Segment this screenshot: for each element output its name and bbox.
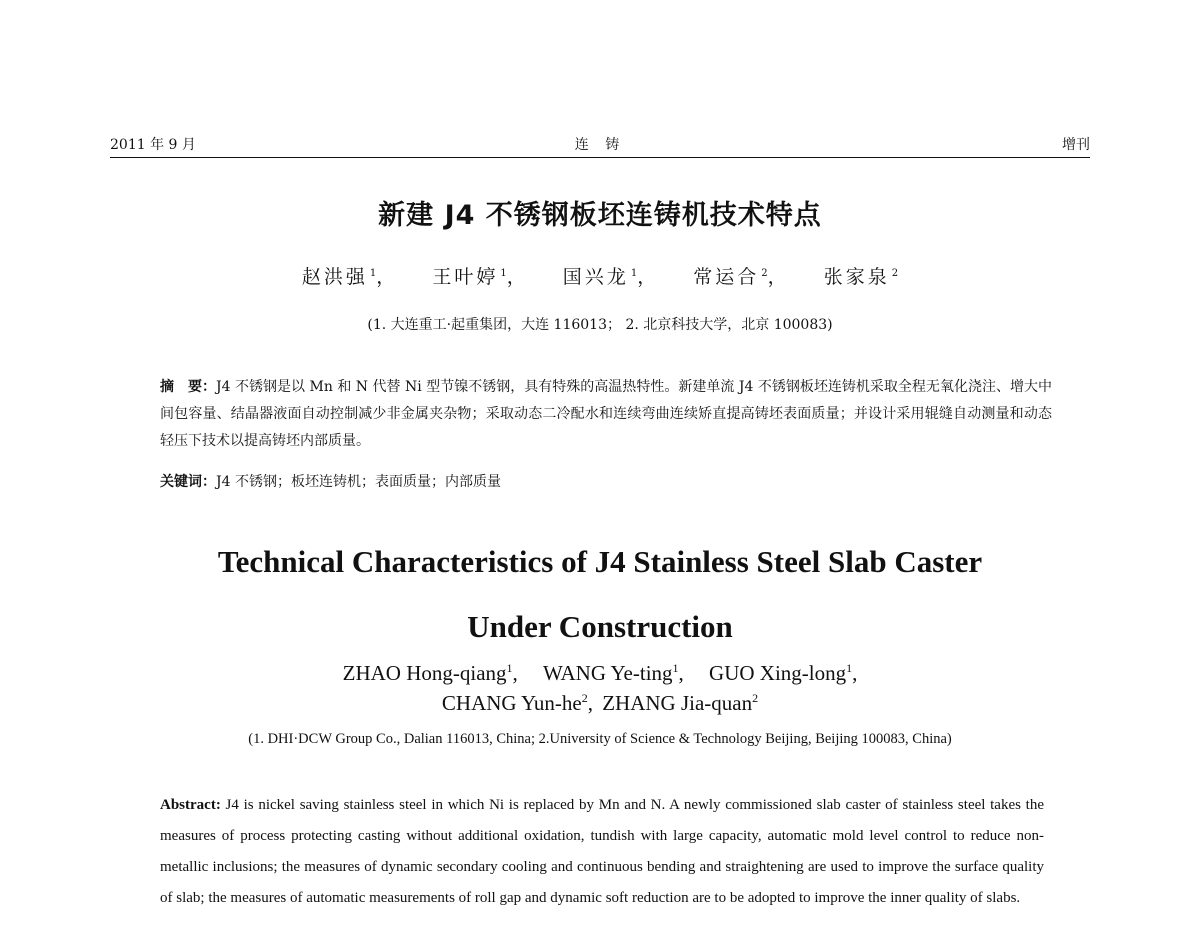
header-issue: 增刊 <box>1062 137 1090 153</box>
en-author: ZHAO Hong-qiang$^1$, <box>342 661 518 685</box>
cn-keywords-label: 关键词： <box>160 474 216 490</box>
cn-author: 赵洪强 $^1$， <box>301 266 399 288</box>
en-author: CHANG Yun-$he^2$, <box>441 691 593 715</box>
cn-keywords-text: J4 不锈钢；板坯连铸机；表面质量；内部质量 <box>216 474 501 490</box>
cn-authors <box>0 262 1200 289</box>
en-title-line1: Technical Characteristics of J4 Stainless Steel Slab Caster <box>217 544 983 579</box>
en-abstract <box>160 790 1044 914</box>
cn-author: 常运合 $^2$， <box>693 266 790 288</box>
en-abstract-label: Abstract: <box>160 797 221 813</box>
en-authors-line1 <box>0 661 1200 686</box>
cn-title: 新建 J4 不锈钢板坯连铸机技术特点 <box>378 200 822 231</box>
cn-abstract <box>160 374 1052 455</box>
en-title-line2: Under Construction <box>467 609 733 644</box>
en-affiliation: (1. DHI·DCW Group Co., Dalian 116013, China; 2.University of Science & Technology Beijing, Beijing 100083, China) <box>248 731 952 747</box>
cn-author: 王叶婷 $^1$， <box>432 266 529 288</box>
cn-affiliation: (1. 大连重工·起重集团，大连 116013； 2. 北京科技大学，北京 100083) <box>367 317 833 333</box>
header-journal: 连 铸 <box>574 137 626 153</box>
en-author: GUO Xing-long$^1$, <box>709 661 858 685</box>
en-abstract-text: J4 is nickel saving stainless steel in which Ni is replaced by Mn and N. A newly commissioned slab caster of stainless steel takes the measures of process protecting casting without additional oxidation, tundish with large capacity, automatic mold level control to reduce non-metallic inclusions; the measures of dynamic secondary cooling and continuous bending and straightening are used to improve the surface quality of slab; the measures of automatic measurements of roll gap and dynamic soft reduction are to be adopted to improve the inner quality of slabs. <box>160 797 1045 906</box>
cn-keywords <box>160 469 1052 496</box>
en-author: ZHANG Jia-quan$^2$ <box>602 691 759 715</box>
cn-author: 国兴龙 $^1$， <box>562 266 660 288</box>
en-authors-line2 <box>0 691 1200 716</box>
en-author: WANG Ye-ting$^1$, <box>543 661 684 685</box>
running-header <box>110 132 1090 158</box>
cn-author: 张家泉 $^2$ <box>823 266 899 288</box>
cn-abstract-label: 摘 要： <box>160 379 217 395</box>
header-rule <box>110 157 1090 159</box>
header-date: 2011 年 9 月 <box>110 137 196 153</box>
cn-abstract-text: J4 不锈钢是以 Mn 和 N 代替 Ni 型节镍不锈钢，具有特殊的高温热特性。新建单流 J4 不锈钢板坯连铸机采取全程无氧化浇注、增大中间包容量、结晶器液面自动控制减少非金属夹杂物；采取动态二冷配水和连续弯曲连续矫直提高铸坯表面质量；并设计采用辊缝自动测量和动态轻压下技术以提高铸坯内部质量。 <box>160 379 1053 449</box>
